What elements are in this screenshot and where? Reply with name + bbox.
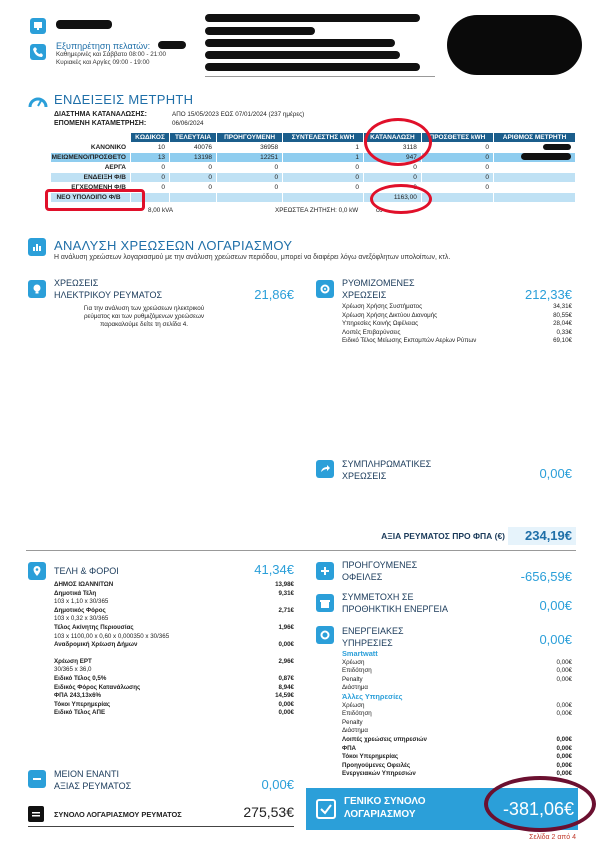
item-value: 14,59€ bbox=[275, 692, 294, 700]
item-label: Τέλος Ακίνητης Περιουσίας bbox=[54, 623, 134, 631]
list-item bbox=[342, 762, 572, 771]
list-item bbox=[54, 684, 294, 693]
pv-balance-value: 1163,00 bbox=[363, 193, 421, 203]
next-reading-value: 06/06/2024 bbox=[172, 120, 204, 127]
list-item bbox=[342, 702, 572, 711]
list-item bbox=[342, 312, 572, 321]
row-label: ΑΕΡΓΑ bbox=[51, 163, 131, 173]
cell: 947 bbox=[363, 153, 421, 163]
cell: 0 bbox=[421, 173, 493, 183]
bill-total-amount: 275,53€ bbox=[243, 804, 294, 820]
cell: 0 bbox=[363, 173, 421, 183]
analysis-note: Η ανάλυση χρεώσεων λογαριασμού με την ανάλυση χρεώσεων περιόδου, μπορεί να διαφέρει λόγω ανεξόφλητων υπολοίπων, κτλ. bbox=[54, 254, 451, 261]
settings-icon bbox=[316, 626, 334, 644]
redacted-address bbox=[205, 39, 395, 47]
kva-value: 8,00 kVA bbox=[148, 207, 174, 214]
regulated-list bbox=[342, 303, 572, 346]
item-value: 0,00€ bbox=[556, 667, 572, 675]
list-heading bbox=[342, 693, 572, 702]
reduction-title-1: ΜΕΙΟΝ ΕΝΑΝΤΙ bbox=[54, 769, 120, 779]
cell: 0 bbox=[421, 183, 493, 193]
cell: 0 bbox=[421, 143, 493, 153]
next-reading-label: ΕΠΟΜΕΝΗ ΚΑΤΑΜΕΤΡΗΣΗ: bbox=[54, 120, 147, 127]
section-rule bbox=[26, 550, 576, 551]
item-value: 0,00€ bbox=[278, 641, 294, 649]
cell: 0 bbox=[131, 183, 170, 193]
cell: 13198 bbox=[170, 153, 217, 163]
item-value: 34,31€ bbox=[553, 303, 572, 310]
pv-balance-label: ΝΕΟ ΥΠΟΛΟΙΠΟ Φ/Β bbox=[51, 193, 131, 203]
cos-fragment: co bbox=[376, 207, 383, 214]
row-label: ΕΝΔΕΙΞΗ Φ/Β bbox=[51, 173, 131, 183]
bar-chart-icon bbox=[28, 238, 46, 256]
item-label: Αναδρομική Χρέωση Δήμων bbox=[54, 641, 138, 649]
gift-icon bbox=[316, 594, 334, 612]
cell: 0 bbox=[217, 173, 283, 183]
cell bbox=[421, 193, 493, 203]
list-item bbox=[54, 624, 294, 633]
cell: 0 bbox=[170, 183, 217, 193]
item-label: ΦΠΑ bbox=[342, 744, 357, 752]
list-item bbox=[342, 303, 572, 312]
list-item bbox=[54, 581, 294, 590]
item-label: Ειδικό Τέλος Μείωσης Εκπομπών Αερίων Ρύπων bbox=[342, 337, 477, 345]
cell bbox=[170, 193, 217, 203]
column-header: ΠΡΟΗΓΟΥΜΕΝΗ bbox=[217, 133, 283, 143]
item-label: 30/365 x 36,0 bbox=[54, 666, 92, 674]
row-label: ΚΑΝΟΝΙΚΟ bbox=[51, 143, 131, 153]
location-pin-icon bbox=[28, 562, 46, 580]
table-row bbox=[51, 163, 576, 173]
equals-icon bbox=[28, 806, 44, 822]
item-value: 13,98€ bbox=[275, 581, 294, 588]
energy-services-amount: 0,00€ bbox=[539, 632, 572, 647]
redacted-phone bbox=[158, 41, 186, 49]
cell: 1 bbox=[283, 143, 364, 153]
item-label: Penalty bbox=[342, 718, 363, 726]
analysis-title: ΑΝΑΛΥΣΗ ΧΡΕΩΣΕΩΝ ΛΟΓΑΡΙΑΣΜΟΥ bbox=[54, 238, 293, 253]
item-value: 9,31€ bbox=[278, 589, 294, 597]
list-item bbox=[342, 719, 572, 728]
other-services-title: Άλλες Υπηρεσίες bbox=[342, 691, 403, 701]
grand-total-title-2: ΛΟΓΑΡΙΑΣΜΟΥ bbox=[344, 809, 416, 820]
table-row bbox=[51, 153, 576, 163]
item-label: Ειδικό Τέλος 0,5% bbox=[54, 674, 107, 682]
supplementary-amount: 0,00€ bbox=[539, 466, 572, 481]
item-label: 103 x 1,10 x 30/365 bbox=[54, 598, 109, 606]
cell: 13 bbox=[131, 153, 170, 163]
list-item bbox=[342, 753, 572, 762]
reduction-title-2: ΑΞΙΑΣ ΡΕΥΜΑΤΟΣ bbox=[54, 781, 132, 791]
item-value: 0,00€ bbox=[556, 675, 572, 683]
list-item bbox=[54, 701, 294, 710]
arrow-icon bbox=[316, 460, 334, 478]
energy-services-title-2: ΥΠΗΡΕΣΙΕΣ bbox=[342, 638, 393, 648]
gauge-icon bbox=[28, 92, 48, 112]
item-label: Τόκοι Υπερημερίας bbox=[54, 700, 111, 708]
taxes-title: ΤΕΛΗ & ΦΟΡΟΙ bbox=[54, 566, 119, 576]
list-item bbox=[342, 736, 572, 745]
list-item bbox=[54, 666, 294, 675]
cell bbox=[494, 193, 576, 203]
grand-total-amount: -381,06€ bbox=[502, 799, 574, 819]
cell: 0 bbox=[363, 163, 421, 173]
list-item bbox=[54, 692, 294, 701]
item-label: 103 x 0,32 x 30/365 bbox=[54, 615, 109, 623]
list-item bbox=[342, 337, 572, 346]
previous-debts-amount: -656,59€ bbox=[520, 569, 572, 584]
grand-total-title-1: ΓΕΝΙΚΟ ΣΥΝΟΛΟ bbox=[344, 796, 426, 807]
item-label: Penalty bbox=[342, 675, 363, 683]
regulated-title-2: ΧΡΕΩΣΕΙΣ bbox=[342, 290, 387, 300]
cell: 0 bbox=[170, 173, 217, 183]
list-item bbox=[54, 709, 294, 718]
item-value: 0,00€ bbox=[556, 744, 572, 752]
cell: 0 bbox=[283, 183, 364, 193]
annotation-circle bbox=[364, 118, 432, 166]
item-value: 2,96€ bbox=[278, 657, 294, 665]
demand-value: ΧΡΕΩΣΤΕΑ ΖΗΤΗΣΗ: 0,0 kW bbox=[275, 207, 359, 214]
item-value: 80,55€ bbox=[553, 311, 572, 319]
item-label: Επιδότηση bbox=[342, 667, 372, 675]
item-value: 8,94€ bbox=[278, 683, 294, 691]
previous-debts-title-2: ΟΦΕΙΛΕΣ bbox=[342, 572, 383, 582]
cell: 3118 bbox=[363, 143, 421, 153]
period-label: ΔΙΑΣΤΗΜΑ ΚΑΤΑΝΑΛΩΣΗΣ: bbox=[54, 111, 147, 118]
value-before-vat-amount: 234,19€ bbox=[508, 527, 576, 545]
item-label: Λοιπές Επιβαρύνσεις bbox=[342, 328, 401, 336]
table-row bbox=[51, 173, 576, 183]
item-value: 2,71€ bbox=[278, 606, 294, 614]
column-header: ΚΩΔΙΚΟΣ bbox=[131, 133, 170, 143]
annotation-circle bbox=[484, 776, 596, 832]
item-label: Χρέωση Χρήσης Συστήματος bbox=[342, 303, 423, 310]
energy-services-list bbox=[342, 650, 572, 779]
cell: 36958 bbox=[217, 143, 283, 153]
cell bbox=[494, 173, 576, 183]
item-value: 0,00€ bbox=[556, 770, 572, 778]
redacted-logo bbox=[447, 15, 582, 75]
electric-title-1: ΧΡΕΩΣΕΙΣ bbox=[54, 278, 99, 288]
previous-debts-title-1: ΠΡΟΗΓΟΥΜΕΝΕΣ bbox=[342, 560, 418, 570]
redacted-block bbox=[56, 20, 112, 29]
item-label: Λοιπές χρεώσεις υπηρεσιών bbox=[342, 735, 427, 743]
item-value: 28,04€ bbox=[553, 320, 572, 328]
cell: 0 bbox=[363, 183, 421, 193]
total-rule bbox=[28, 826, 294, 827]
annotation-rectangle bbox=[45, 189, 145, 211]
column-header: ΤΕΛΕΥΤΑΙΑ bbox=[170, 133, 217, 143]
cell bbox=[494, 183, 576, 193]
cell: 0 bbox=[217, 183, 283, 193]
item-label: Δημοτικά Τέλη bbox=[54, 589, 97, 597]
list-item bbox=[54, 598, 294, 607]
list-item bbox=[54, 607, 294, 616]
item-value: 1,96€ bbox=[278, 623, 294, 631]
item-value: 0,87€ bbox=[278, 674, 294, 682]
lightbulb-icon bbox=[28, 280, 46, 298]
list-spacer bbox=[54, 650, 294, 658]
item-label: Ειδικό Τέλος ΑΠΕ bbox=[54, 709, 106, 717]
list-item bbox=[54, 675, 294, 684]
item-value: 0,33€ bbox=[556, 328, 572, 336]
supplementary-title-2: ΧΡΕΩΣΕΙΣ bbox=[342, 471, 387, 481]
green-energy-amount: 0,00€ bbox=[539, 598, 572, 613]
hours-weekday: Καθημερινές και Σάββατο 08:00 - 21:00 bbox=[56, 51, 166, 58]
list-item bbox=[342, 659, 572, 668]
redacted-address bbox=[205, 27, 315, 35]
cell: 0 bbox=[170, 163, 217, 173]
item-value: 0,00€ bbox=[278, 700, 294, 708]
item-label: Χρέωση ΕΡΤ bbox=[54, 657, 92, 665]
green-energy-title-2: ΠΡΟΘΗΚΤΙΚΗ ΕΝΕΡΓΕΙΑ bbox=[342, 604, 448, 614]
cell: 0 bbox=[421, 153, 493, 163]
redacted-cell bbox=[494, 143, 576, 153]
table-row bbox=[51, 143, 576, 153]
plus-icon bbox=[316, 562, 334, 580]
list-item bbox=[342, 320, 572, 329]
redacted-address bbox=[205, 63, 420, 71]
item-value: 69,10€ bbox=[553, 337, 572, 345]
item-label: Χρέωση Χρήσης Δικτύου Διανομής bbox=[342, 311, 438, 319]
row-label: ΜΕΙΩΜΕΝΟ/ΠΡΟΣΘΕΤΟ bbox=[51, 153, 131, 163]
cell: 0 bbox=[217, 163, 283, 173]
electric-amount: 21,86€ bbox=[254, 287, 294, 302]
electric-title-2: ΗΛΕΚΤΡΙΚΟΥ ΡΕΥΜΑΤΟΣ bbox=[54, 290, 163, 300]
period-value: ΑΠΟ 15/05/2023 ΕΩΣ 07/01/2024 (237 ημέρες) bbox=[172, 111, 305, 118]
cell bbox=[217, 193, 283, 203]
item-label: Υπηρεσίες Κοινής Ωφέλειας bbox=[342, 320, 419, 328]
item-label: 103 x 1100,00 x 0,60 x 0,000350 x 30/365 bbox=[54, 632, 170, 640]
item-label: Ειδικός Φόρος Κατανάλωσης bbox=[54, 683, 141, 691]
item-value: 0,00€ bbox=[556, 735, 572, 743]
item-label: Προηγούμενες Οφειλές bbox=[342, 761, 411, 769]
phone-icon bbox=[30, 44, 46, 60]
supplementary-title-1: ΣΥΜΠΛΗΡΩΜΑΤΙΚΕΣ bbox=[342, 459, 432, 469]
table-header-row bbox=[51, 133, 576, 143]
item-label: ΦΠΑ 243,13x6% bbox=[54, 692, 102, 700]
list-item bbox=[54, 615, 294, 624]
item-label: Τόκοι Υπερημερίας bbox=[342, 753, 399, 761]
item-value: 0,00€ bbox=[556, 761, 572, 769]
cell: 0 bbox=[131, 173, 170, 183]
checkmark-icon bbox=[316, 799, 336, 819]
cell bbox=[283, 193, 364, 203]
item-value: 0,00€ bbox=[556, 701, 572, 709]
column-header: ΣΥΝΤΕΛΕΣΤΗΣ kWH bbox=[283, 133, 364, 143]
cell: 0 bbox=[421, 163, 493, 173]
electric-note-1: Για την ανάλυση των χρεώσεων ηλεκτρικού bbox=[83, 305, 205, 312]
meter-title: ΕΝΔΕΙΞΕΙΣ ΜΕΤΡΗΤΗ bbox=[54, 92, 194, 107]
list-item bbox=[342, 727, 572, 736]
item-label: Διάστημα bbox=[342, 727, 368, 735]
item-value: 0,00€ bbox=[278, 709, 294, 717]
cell: 40076 bbox=[170, 143, 217, 153]
column-header: ΑΡΙΘΜΟΣ ΜΕΤΡΗΤΗ bbox=[494, 133, 576, 143]
item-value: 0,00€ bbox=[556, 753, 572, 761]
annotation-circle bbox=[370, 184, 432, 214]
column-header: ΠΡΟΣΘΕΤΕΣ kWH bbox=[421, 133, 493, 143]
cell bbox=[494, 163, 576, 173]
redacted-cell bbox=[494, 153, 576, 163]
page-number: Σελίδα 2 από 4 bbox=[529, 834, 576, 841]
cell: 0 bbox=[283, 163, 364, 173]
item-label: ΔΗΜΟΣ ΙΩΑΝΝΙΤΩΝ bbox=[54, 581, 114, 588]
item-label: Χρέωση bbox=[342, 658, 365, 666]
regulated-title-1: ΡΥΘΜΙΖΟΜΕΝΕΣ bbox=[342, 278, 415, 288]
list-item bbox=[54, 658, 294, 667]
item-label: Δημοτικός Φόρος bbox=[54, 606, 106, 614]
item-value: 0,00€ bbox=[556, 710, 572, 718]
row-label: ΕΓΧΕΟΜΕΝΗ Φ/Β bbox=[51, 183, 131, 193]
taxes-list bbox=[54, 581, 294, 718]
cell: 12251 bbox=[217, 153, 283, 163]
customer-service-label: Εξυπηρέτηση πελατών: bbox=[56, 41, 151, 51]
smartwatt-title: Smartwatt bbox=[342, 649, 378, 658]
cell: 0 bbox=[131, 163, 170, 173]
taxes-amount: 41,34€ bbox=[254, 562, 294, 577]
item-value: 0,00€ bbox=[556, 658, 572, 666]
monitor-icon bbox=[30, 18, 46, 34]
list-item bbox=[54, 590, 294, 599]
cell: 10 bbox=[131, 143, 170, 153]
list-item bbox=[342, 667, 572, 676]
item-label: Ενεργειακών Υπηρεσιών bbox=[342, 770, 416, 778]
redacted-address bbox=[205, 14, 420, 22]
green-energy-title-1: ΣΥΜΜΕΤΟΧΗ ΣΕ bbox=[342, 592, 414, 602]
minus-icon bbox=[28, 770, 46, 788]
cell: 0 bbox=[283, 173, 364, 183]
list-item bbox=[342, 710, 572, 719]
list-item bbox=[342, 745, 572, 754]
electric-note-3: παρακαλούμε δείτε τη σελίδα 4. bbox=[100, 321, 188, 328]
list-item bbox=[54, 641, 294, 650]
energy-services-title-1: ΕΝΕΡΓΕΙΑΚΕΣ bbox=[342, 626, 404, 636]
gear-icon bbox=[316, 280, 334, 298]
item-label: Επιδότηση bbox=[342, 710, 372, 718]
hours-weekend: Κυριακές και Αργίες 09:00 - 19:00 bbox=[56, 59, 150, 66]
list-item bbox=[54, 633, 294, 642]
reduction-amount: 0,00€ bbox=[261, 777, 294, 792]
bill-total-label: ΣΥΝΟΛΟ ΛΟΓΑΡΙΑΣΜΟΥ ΡΕΥΜΑΤΟΣ bbox=[54, 810, 182, 819]
list-item bbox=[342, 329, 572, 338]
redacted-address bbox=[205, 51, 400, 59]
header-rule bbox=[205, 76, 435, 77]
regulated-amount: 212,33€ bbox=[525, 287, 572, 302]
electric-note-2: ρεύματος και των ρυθμιζόμενων χρεώσεων bbox=[83, 313, 205, 320]
cell: 1 bbox=[283, 153, 364, 163]
item-label: Χρέωση bbox=[342, 701, 365, 709]
value-before-vat-label: ΑΞΙΑ ΡΕΥΜΑΤΟΣ ΠΡΟ ΦΠΑ (€) bbox=[381, 531, 505, 541]
list-item bbox=[342, 676, 572, 685]
column-header: ΚΑΤΑΝΑΛΩΣΗ bbox=[363, 133, 421, 143]
item-label: Διάστημα bbox=[342, 684, 368, 692]
list-heading bbox=[342, 650, 572, 659]
